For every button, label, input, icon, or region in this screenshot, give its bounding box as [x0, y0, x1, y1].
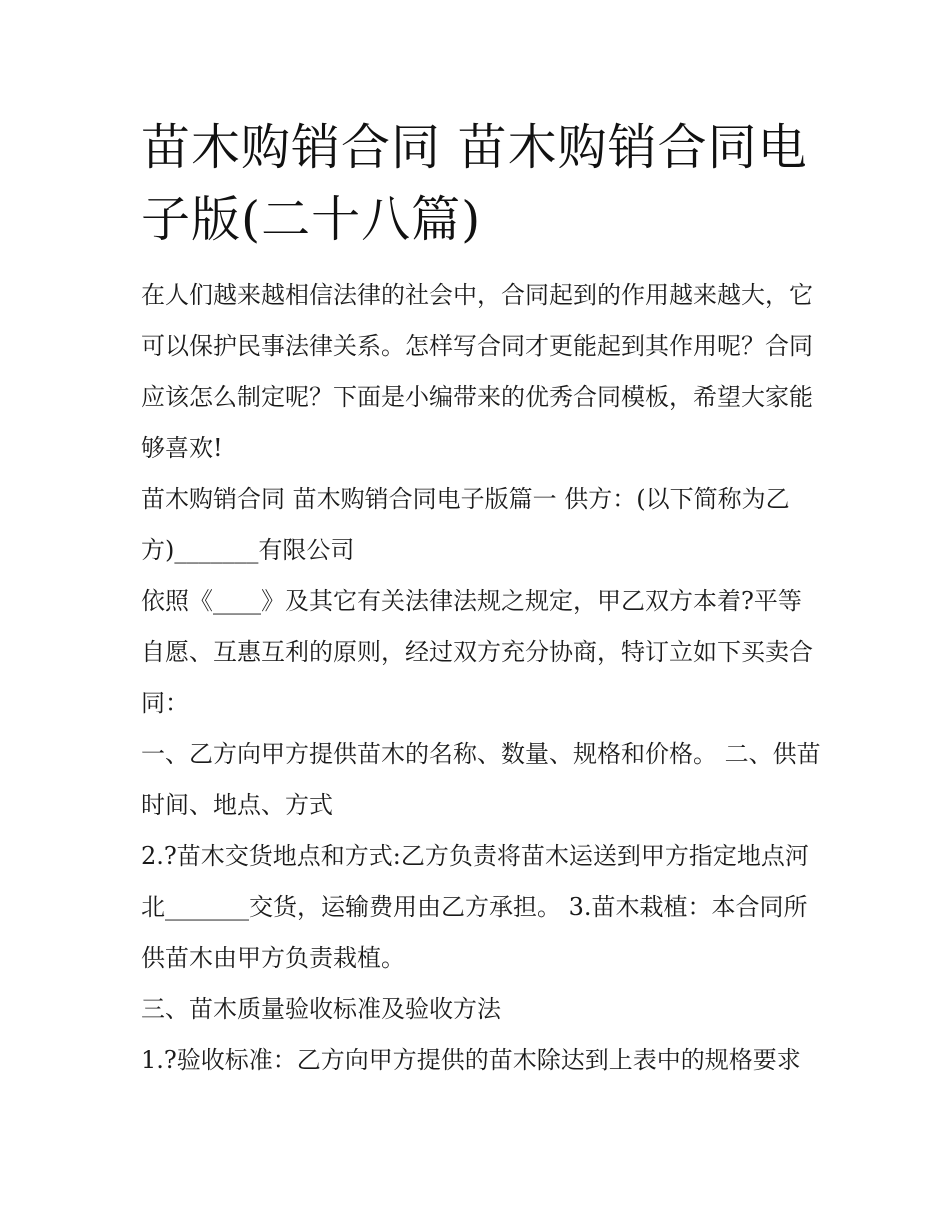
supplier-paragraph: 苗木购销合同 苗木购销合同电子版篇一 供方：(以下简称为乙方)_______有限公司 — [141, 485, 790, 564]
document-content — [141, 112, 821, 1086]
clause-one-paragraph: 一、乙方向甲方提供苗木的名称、数量、规格和价格。 二、供苗时间、地点、方式 — [141, 740, 821, 819]
document-body — [141, 270, 821, 1086]
document-title: 苗木购销合同 苗木购销合同电子版(二十八篇) — [141, 119, 808, 248]
acceptance-paragraph: 1.?验收标准：乙方向甲方提供的苗木除达到上表中的规格要求 — [141, 1046, 801, 1074]
intro-paragraph: 在人们越来越相信法律的社会中，合同起到的作用越来越大，它可以保护民事法律关系。怎样写合同才更能起到其作用呢？合同应该怎么制定呢？下面是小编带来的优秀合同模板，希望大家能够喜欢! — [141, 281, 813, 462]
delivery-paragraph: 2.?苗木交货地点和方式:乙方负责将苗木运送到甲方指定地点河北_______交货，运输费用由乙方承担。 3.苗木栽植：本合同所供苗木由甲方负责栽植。 — [141, 842, 809, 972]
clause-three-heading: 三、苗木质量验收标准及验收方法 — [141, 995, 501, 1023]
basis-paragraph: 依照《____》及其它有关法律法规之规定，甲乙双方本着?平等自愿、互惠互利的原则，经过双方充分协商，特订立如下买卖合同： — [141, 587, 813, 717]
